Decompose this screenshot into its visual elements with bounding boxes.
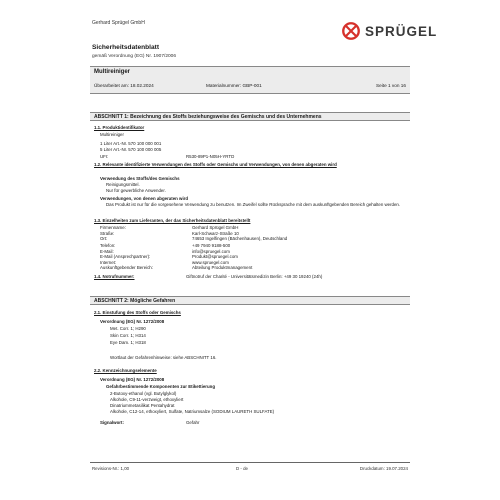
- subsection-1-3-title: 1.3. Einzelheiten zum Lieferanten, der das Sicherheitsdatenblatt bereitstellt: [94, 218, 251, 223]
- supplier-label: E-Mail:: [100, 248, 114, 254]
- section-2-heading: ABSCHNITT 2: Mögliche Gefahren: [90, 296, 410, 305]
- use-line-1: Reinigungsmittel.: [106, 182, 140, 187]
- supplier-label: Firmenname:: [100, 225, 126, 230]
- language-code: D - de: [236, 466, 248, 471]
- emergency-number: Giftnotruf der Charité - Universitätsmedizin Berlin: +49 30 19240 (24h): [186, 274, 323, 279]
- company-name: Gerhard Sprügel GmbH: [92, 20, 145, 26]
- page-number: Seite 1 von 16: [376, 83, 406, 88]
- supplier-label: Auskunftgebender Bereich:: [100, 265, 153, 270]
- subsection-2-1-title: 2.1. Einstufung des Stoffs oder Gemischs: [94, 310, 181, 315]
- material-number: Materialnummer: GBP-001: [206, 83, 262, 88]
- revision-number: Revisions-Nr.: 1,00: [92, 466, 130, 471]
- subsection-1-2-title: 1.2. Relevante identifizierte Verwendungen des Stoffs oder Gemischs und Verwendungen, von denen abgeraten wird: [94, 162, 337, 167]
- supplier-value: Gerhard Sprügel GmbH: [192, 225, 239, 230]
- product-meta-box: [90, 66, 410, 94]
- document-title: Sicherheitsdatenblatt: [92, 44, 160, 51]
- ufi-value: R530-89P1-N05H-YRTD: [186, 154, 235, 159]
- section-1-heading: ABSCHNITT 1: Bezeichnung des Stoffs beziehungsweise des Gemischs und des Unternehmens: [90, 112, 410, 121]
- meta-row: [94, 83, 406, 88]
- hazard-wording-note: Wortlaut der Gefahrenhinweise: siehe ABSCHNITT 16.: [110, 355, 217, 360]
- supplier-label: Internet:: [100, 259, 117, 265]
- supplier-value: info@spruegel.com: [192, 248, 230, 254]
- supplier-label: Ort:: [100, 236, 108, 241]
- product-identifier: Multireiniger: [100, 132, 124, 137]
- regulation-line: gemäß Verordnung (EG) Nr. 1907/2006: [92, 54, 176, 59]
- clp-regulation-label: Verordnung (EG) Nr. 1272/2008: [100, 319, 165, 324]
- advised-against-label: Verwendungen, von denen abgeraten wird: [100, 196, 189, 201]
- supplier-label: E-Mail (Ansprechpartner):: [100, 254, 151, 259]
- footer-divider: [90, 462, 410, 463]
- subsection-1-4-title: 1.4. Notrufnummer:: [94, 274, 135, 279]
- labelling-components-label: Gefahrbestimmende Komponenten zur Etikettierung: [106, 384, 216, 389]
- subsection-1-1-title: 1.1. Produktidentifikator: [94, 125, 145, 130]
- print-date: Druckdatum: 19.07.2024: [359, 466, 408, 471]
- supplier-value: Abteilung Produktmanagement: [192, 265, 253, 270]
- signal-word-label: Signalwort:: [100, 420, 124, 425]
- brand-logo: [342, 22, 437, 40]
- product-name: Multireiniger: [94, 69, 131, 75]
- component: 2-Butoxy-ethanol (vgl. Butylglykol): [110, 391, 177, 396]
- spruegel-logo-icon: [342, 22, 360, 40]
- subsection-2-2-title: 2.2. Kennzeichnungselemente: [94, 368, 157, 373]
- supplier-value: www.spruegel.com: [192, 259, 229, 265]
- supplier-value: 74653 Ingelfingen (Bächenhausen), Deutschland: [192, 236, 288, 241]
- component: Alkohole, C12-14, ethoxyliert, Sulfate, Natriumsalze (SODIUM LAURETH SULFATE): [110, 409, 275, 414]
- hazard-class: Eye Dam. 1; H318: [110, 340, 146, 345]
- clp-regulation-label-2: Verordnung (EG) Nr. 1272/2008: [100, 377, 165, 382]
- supplier-value: Karl-Schwarz-Straße 10: [192, 230, 239, 236]
- use-label: Verwendung des Stoffs/des Gemischs: [100, 176, 180, 181]
- article-number-2: 5 Liter Art.-Nr. 570 100 000 005: [100, 147, 162, 152]
- supplier-value: Produkt@spruegel.com: [192, 254, 238, 259]
- component: Alkohole, C9-11-verzweigt, ethoxyliert: [110, 397, 184, 402]
- supplier-label: Straße:: [100, 230, 115, 236]
- supplier-label: Telefon:: [100, 243, 116, 248]
- ufi-label: UFI:: [100, 154, 109, 159]
- supplier-table: [100, 225, 392, 271]
- hazard-class: Met. Corr. 1; H290: [110, 326, 146, 331]
- component: Dinatriummetasilikat Pentahydrat: [110, 403, 175, 408]
- use-line-2: Nur für gewerbliche Anwender.: [106, 188, 166, 193]
- hazard-class: Skin Corr. 1; H314: [110, 333, 146, 338]
- signal-word-value: Gefahr: [186, 420, 200, 425]
- supplier-value: +49 7940 9188-500: [192, 243, 231, 248]
- logo-text: SPRÜGEL: [365, 23, 438, 39]
- article-number-1: 1 Liter Art.-Nr. 570 100 000 001: [100, 141, 162, 146]
- advised-against-text: Das Produkt ist nur für die vorgesehene Verwendung zu benutzen. Im Zweifel sollte Rücksprache mit dem auskunftgebenden Bereich gehalten werden.: [106, 202, 401, 207]
- revised-date: Überarbeitet am: 18.02.2024: [94, 83, 154, 88]
